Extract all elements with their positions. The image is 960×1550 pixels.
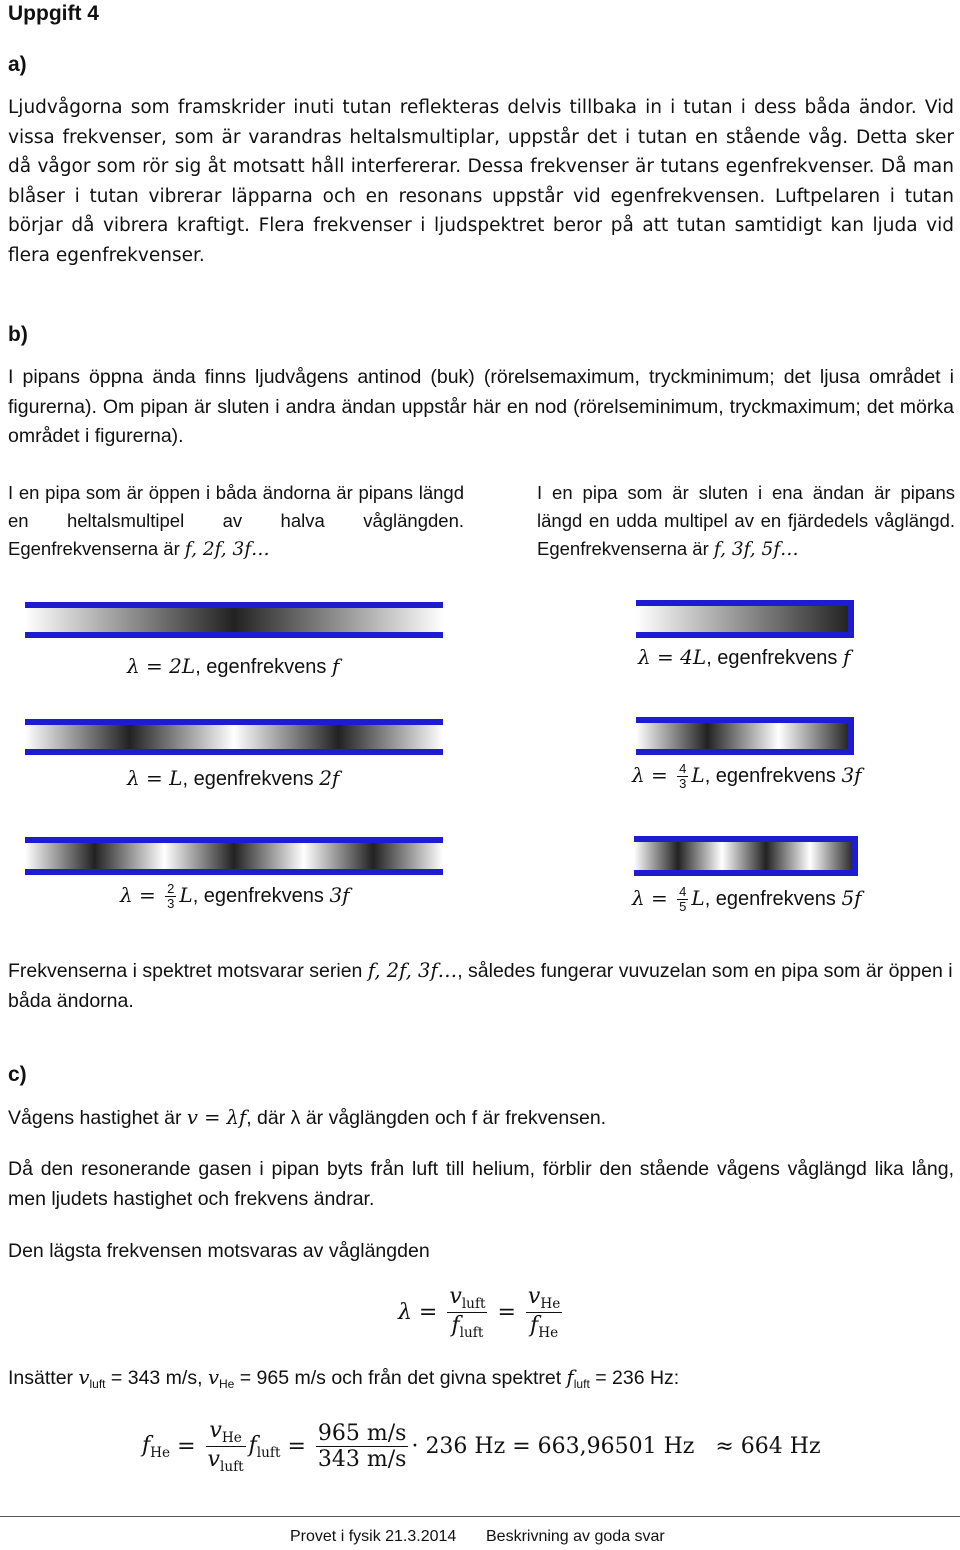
pipe-wall-top <box>25 719 443 725</box>
equals-sign: = <box>287 1434 306 1459</box>
speed-symbol: v <box>449 1284 462 1309</box>
caption-text: , egenfrekvens <box>704 764 842 787</box>
pipe-air-column <box>25 839 443 873</box>
pipe-closed-end <box>848 717 854 755</box>
section-b-conclusion <box>8 956 954 1016</box>
section-a-paragraph: Ljudvågorna som framskrider inuti tutan reflekteras delvis tillbaka in i tutan i dess båda ändor. Vid vissa frekvenser, som är varandras heltalsmultiplar, uppstår det i tutan en stående våg. Detta sker då vågor som rör sig åt motsatt håll interfererar. Dessa frekvenser är tutans egenfrekvenser. Då man blåser i tutan vibrerar läpparna och en resonans uppstår vid egenfrekvensen. Luftpelaren i tutan börjar då vibrera kraftigt. Flera frekvenser i ljudspektret beror på att tutan samtidigt kan ljuda vid flera egenfrekvenser. <box>8 97 954 266</box>
pipe-air-column <box>25 721 443 753</box>
caption-text: , egenfrekvens <box>192 884 330 907</box>
pipe-air-column <box>634 838 854 874</box>
subscript: luft <box>256 1444 281 1461</box>
frequency-symbol: f <box>142 1432 151 1458</box>
pipe-wall-bottom <box>25 869 443 875</box>
insert-values-sentence: Insätter $v_{luft} = 343$ m/s, $v_{He} = 965$ m/s och från det givna spektret $f_{luft} = 236$ Hz: <box>8 1366 680 1391</box>
lambda-value: L <box>169 766 183 790</box>
frequency-symbol: f <box>451 1313 460 1338</box>
pipe-wall-bottom <box>636 632 854 638</box>
section-c-heading: c) <box>8 1063 27 1086</box>
closed-pipe-text: I en pipa som är sluten i ena ändan är pipans längd en udda multipel av en fjärdedels våglängd. Egenfrekvenserna är <box>537 482 955 559</box>
caption-text: , egenfrekvens <box>195 656 332 678</box>
subscript: He <box>221 1430 242 1446</box>
open-pipe-1-figure <box>25 600 443 640</box>
closed-pipe-3-caption: λ = $\frac{4}{5}$ L, egenfrekvens 5f <box>632 884 862 914</box>
helium-frequency-equation <box>142 1418 821 1475</box>
conclusion-sequence: f, 2f, 3f… <box>367 959 458 982</box>
fraction-numerator: 2 <box>167 881 175 896</box>
footer-divider <box>0 1516 960 1517</box>
closed-pipe-sequence: f, 3f, 5f… <box>713 539 799 560</box>
footer-exam: Provet i fysik 21.3.2014 <box>290 1528 457 1545</box>
frequency-symbol: f <box>530 1313 539 1338</box>
pipe-closed-end <box>848 600 854 638</box>
fraction-denominator: 3 <box>167 896 175 911</box>
speed-symbol: v <box>209 1418 222 1443</box>
pipe-wall-bottom <box>636 749 854 755</box>
section-b-heading: b) <box>8 323 28 346</box>
frequency-value: 2f <box>319 766 340 790</box>
speed-text-end: , där λ är våglängden och f är frekvensen. <box>246 1107 607 1129</box>
pipe-wall-top <box>636 717 854 723</box>
closed-pipe-description <box>537 479 955 564</box>
closed-pipe-3-figure <box>634 834 860 878</box>
length-symbol: L <box>179 882 193 907</box>
open-pipe-3-caption: λ = $\frac{2}{3}$ L, egenfrekvens 3f <box>120 881 350 911</box>
subscript: He <box>540 1296 561 1312</box>
open-pipe-2-caption: λ = L, egenfrekvens 2f <box>127 766 340 790</box>
open-pipe-3-figure <box>25 835 443 877</box>
fraction-denominator: 3 <box>679 776 687 791</box>
subscript: He <box>150 1444 171 1461</box>
fraction-numerator: 4 <box>679 761 687 776</box>
frequency-value: f <box>331 654 340 678</box>
wavelength-equation <box>398 1284 565 1341</box>
speed-symbol: v <box>527 1284 541 1309</box>
rounded-result: ≈ 664 Hz <box>715 1434 821 1459</box>
air-speed-value: 343 m/s <box>317 1447 407 1472</box>
closed-pipe-1-figure <box>636 598 856 640</box>
pipe-wall-top <box>634 836 858 842</box>
pipe-wall-bottom <box>25 632 443 638</box>
subscript: luft <box>459 1325 484 1341</box>
wave-speed-sentence <box>8 1103 954 1134</box>
conclusion-text-end: , således fungerar vuvuzelan som en pipa som är öppen i båda ändorna. <box>8 960 953 1012</box>
open-pipe-text: I en pipa som är öppen i båda ändorna är pipans längd en heltalsmultipel av halva våglängden. Egenfrekvenserna är <box>8 482 464 559</box>
speed-symbol: v <box>207 1447 220 1472</box>
pipe-wall-top <box>636 600 854 606</box>
fraction-numerator: 4 <box>679 884 687 899</box>
pipe-air-column <box>636 602 850 636</box>
caption-text: , egenfrekvens <box>704 887 842 910</box>
closed-pipe-2-figure <box>636 715 856 757</box>
conclusion-text-start: Frekvenserna i spektret motsvarar serien <box>8 960 368 982</box>
fraction-denominator: 5 <box>679 899 687 914</box>
length-symbol: L <box>691 885 705 910</box>
open-pipe-description <box>8 479 464 564</box>
pipe-wall-bottom <box>634 870 858 876</box>
section-b-paragraph: I pipans öppna ända finns ljudvågens antinod (buk) (rörelsemaximum, tryckminimum; det ljusa området i figurerna). Om pipan är sluten i andra ändan uppstår här en nod (rörelseminimum, tryckmaximum; det mörka området i figurerna). <box>8 366 954 447</box>
length-symbol: L <box>691 762 705 787</box>
subscript: luft <box>219 1459 244 1475</box>
speed-equation: v = λf <box>186 1106 247 1129</box>
equals-sign: = <box>497 1300 516 1325</box>
subscript: luft <box>461 1296 486 1312</box>
pipe-air-column <box>25 604 443 636</box>
subscript: He <box>538 1325 559 1341</box>
pipe-wall-top <box>25 837 443 843</box>
speed-text-start: Vågens hastighet är <box>8 1107 187 1129</box>
caption-text: , egenfrekvens <box>706 647 843 669</box>
pipe-closed-end <box>852 836 858 876</box>
lambda-value: 4L <box>680 645 707 669</box>
section-a-heading: a) <box>8 53 27 76</box>
equation-lhs: λ = <box>398 1300 438 1325</box>
frequency-value: 3f <box>329 882 350 907</box>
calculation-result: · 236 Hz = 663,96501 Hz <box>411 1434 695 1459</box>
helium-speed-value: 965 m/s <box>317 1421 407 1446</box>
equals-sign: = <box>177 1434 196 1459</box>
frequency-value: 5f <box>841 885 862 910</box>
closed-pipe-2-caption: λ = $\frac{4}{3}$ L, egenfrekvens 3f <box>632 761 862 791</box>
frequency-symbol: f <box>248 1432 257 1458</box>
open-pipe-2-figure <box>25 717 443 757</box>
open-pipe-sequence: f, 2f, 3f… <box>184 539 270 560</box>
pipe-wall-bottom <box>25 749 443 755</box>
closed-pipe-1-caption: λ = 4L, egenfrekvens f <box>638 645 851 669</box>
page-title: Uppgift 4 <box>8 2 99 25</box>
open-pipe-1-caption: λ = 2L, egenfrekvens f <box>127 654 340 678</box>
lambda-value: 2L <box>169 654 196 678</box>
section-c-paragraph-2: Då den resonerande gasen i pipan byts från luft till helium, förblir den stående vågens våglängd lika lång, men ljudets hastighet och frekvens ändrar. <box>8 1158 954 1210</box>
frequency-value: f <box>842 645 851 669</box>
section-c-paragraph-3: Den lägsta frekvensen motsvaras av våglängden <box>8 1240 430 1262</box>
footer-description: Beskrivning av goda svar <box>486 1528 665 1545</box>
frequency-value: 3f <box>841 762 862 787</box>
pipe-air-column <box>636 719 850 753</box>
caption-text: , egenfrekvens <box>182 768 320 790</box>
pipe-wall-top <box>25 602 443 608</box>
